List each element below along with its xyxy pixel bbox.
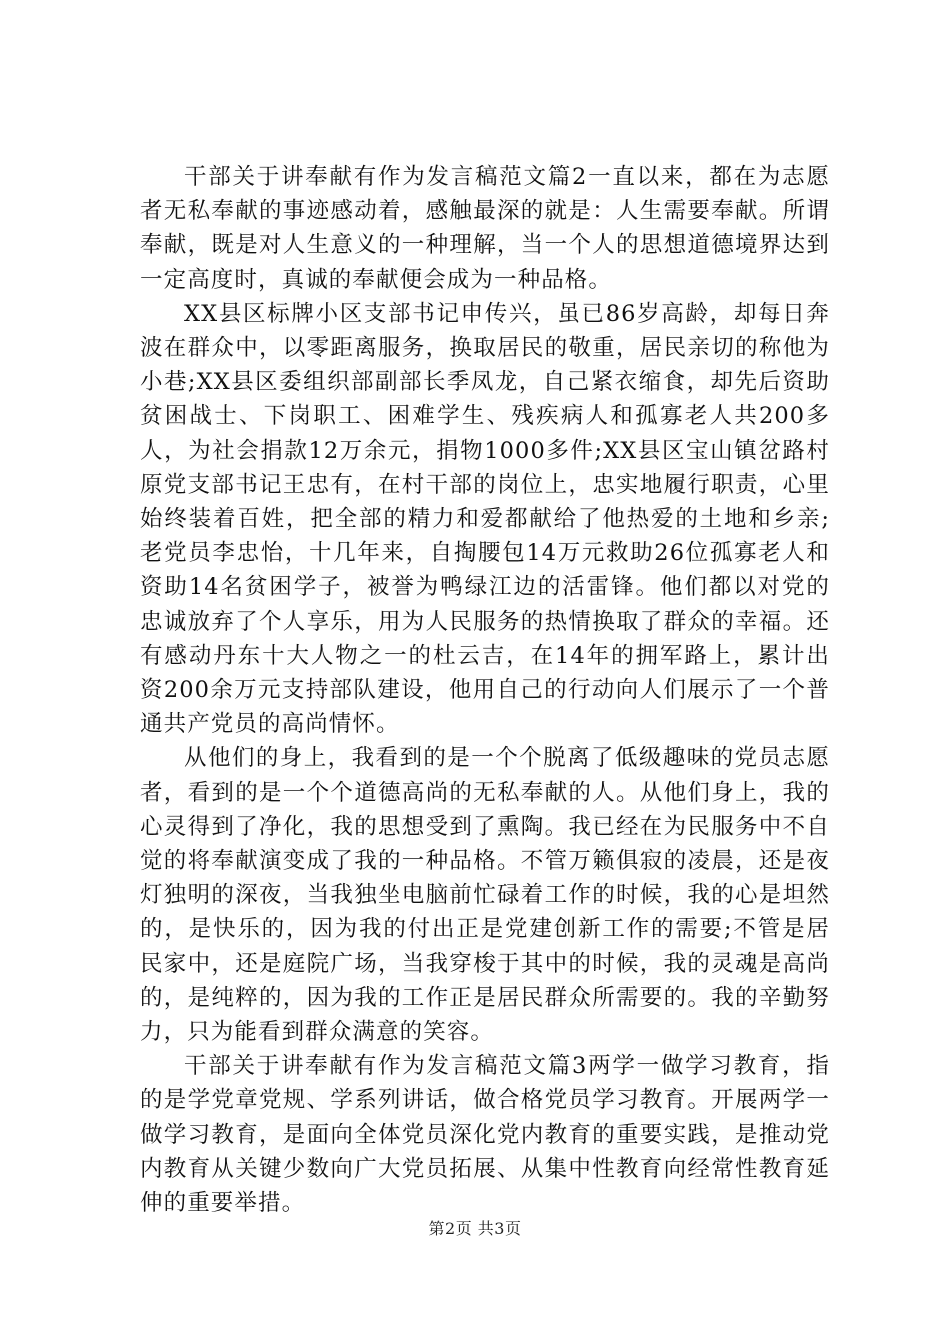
document-body [140, 160, 830, 1220]
page-footer: 第2页 共3页 [428, 1219, 522, 1238]
paragraph-3: 从他们的身上，我看到的是一个个脱离了低级趣味的党员志愿者，看到的是一个个道德高尚的无私奉献的人。从他们身上，我的心灵得到了净化，我的思想受到了熏陶。我已经在为民服务中不自觉的将奉献演变成了我的一种品格。不管万籁俱寂的凌晨，还是夜灯独明的深夜，当我独坐电脑前忙碌着工作的时候，我的心是坦然的，是快乐的，因为我的付出正是党建创新工作的需要;不管是居民家中，还是庭院广场，当我穿梭于其中的时候，我的灵魂是高尚的，是纯粹的，因为我的工作正是居民群众所需要的。我的辛勤努力，只为能看到群众满意的笑容。 [140, 745, 830, 1046]
paragraph-2: XX县区标牌小区支部书记申传兴，虽已86岁高龄，却每日奔波在群众中，以零距离服务，换取居民的敬重，居民亲切的称他为小巷;XX县区委组织部副部长季凤龙，自己紧衣缩食，却先后资助贫困战士、下岗职工、困难学生、残疾病人和孤寡老人共200多人，为社会捐款12万余元，捐物1000多件;XX县区宝山镇岔路村原党支部书记王忠有，在村干部的岗位上，忠实地履行职责，心里始终装着百姓，把全部的精力和爱都献给了他热爱的土地和乡亲;老党员李忠怡，十几年来，自掏腰包14万元救助26位孤寡老人和资助14名贫困学子，被誉为鸭绿江边的活雷锋。他们都以对党的忠诚放弃了个人享乐，用为人民服务的热情换取了群众的幸福。还有感动丹东十大人物之一的杜云吉，在14年的拥军路上，累计出资200余万元支持部队建设，他用自己的行动向人们展示了一个普通共产党员的高尚情怀。 [140, 300, 830, 738]
paragraph-1: 干部关于讲奉献有作为发言稿范文篇2一直以来，都在为志愿者无私奉献的事迹感动着，感触最深的就是：人生需要奉献。所谓奉献，既是对人生意义的一种理解，当一个人的思想道德境界达到一定高度时，真诚的奉献便会成为一种品格。 [140, 164, 830, 293]
paragraph-4: 干部关于讲奉献有作为发言稿范文篇3两学一做学习教育，指的是学党章党规、学系列讲话，做合格党员学习教育。开展两学一做学习教育，是面向全体党员深化党内教育的重要实践，是推动党内教育从关键少数向广大党员拓展、从集中性教育向经常性教育延伸的重要举措。 [140, 1053, 830, 1217]
